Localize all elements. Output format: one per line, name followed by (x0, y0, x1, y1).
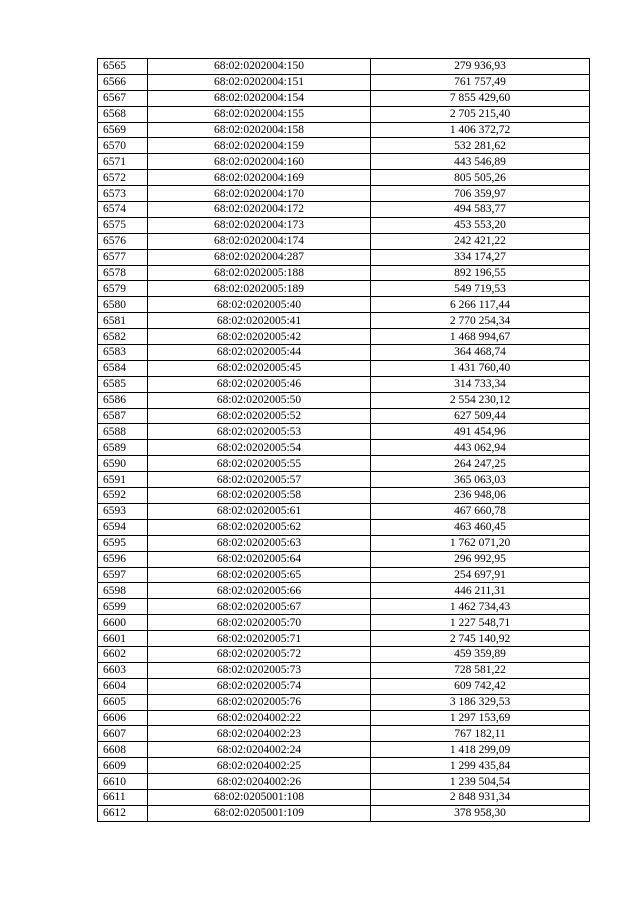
cadastral-value-cell: 532 281,62 (371, 138, 590, 154)
cadastral-number-cell: 68:02:0202005:66 (148, 583, 371, 599)
table-row (98, 551, 590, 567)
table-row (98, 154, 590, 170)
cadastral-number-cell: 68:02:0202005:188 (148, 265, 371, 281)
cadastral-number-cell: 68:02:0202005:40 (148, 297, 371, 313)
cadastral-value-cell: 7 855 429,60 (371, 90, 590, 106)
cadastral-value-cell: 706 359,97 (371, 186, 590, 202)
cadastral-value-cell: 459 359,89 (371, 646, 590, 662)
row-number-cell: 6594 (98, 519, 148, 535)
cadastral-value-cell: 6 266 117,44 (371, 297, 590, 313)
cadastral-number-cell: 68:02:0204002:22 (148, 710, 371, 726)
row-number-cell: 6580 (98, 297, 148, 313)
cadastral-value-cell: 467 660,78 (371, 503, 590, 519)
row-number-cell: 6590 (98, 456, 148, 472)
cadastral-value-cell: 296 992,95 (371, 551, 590, 567)
cadastral-number-cell: 68:02:0202005:189 (148, 281, 371, 297)
cadastral-number-cell: 68:02:0202005:62 (148, 519, 371, 535)
row-number-cell: 6583 (98, 345, 148, 361)
row-number-cell: 6576 (98, 233, 148, 249)
row-number-cell: 6586 (98, 392, 148, 408)
cadastral-value-cell: 1 299 435,84 (371, 758, 590, 774)
cadastral-number-cell: 68:02:0204002:24 (148, 742, 371, 758)
row-number-cell: 6589 (98, 440, 148, 456)
cadastral-number-cell: 68:02:0202004:287 (148, 249, 371, 265)
row-number-cell: 6603 (98, 662, 148, 678)
cadastral-number-cell: 68:02:0202005:55 (148, 456, 371, 472)
cadastral-number-cell: 68:02:0202004:160 (148, 154, 371, 170)
cadastral-value-cell: 1 297 153,69 (371, 710, 590, 726)
row-number-cell: 6609 (98, 758, 148, 774)
table-row (98, 408, 590, 424)
cadastral-value-cell: 892 196,55 (371, 265, 590, 281)
table-row (98, 186, 590, 202)
cadastral-number-cell: 68:02:0202005:53 (148, 424, 371, 440)
table-row (98, 758, 590, 774)
cadastral-number-cell: 68:02:0202004:158 (148, 122, 371, 138)
cadastral-number-cell: 68:02:0202005:58 (148, 488, 371, 504)
row-number-cell: 6600 (98, 615, 148, 631)
cadastral-number-cell: 68:02:0202004:150 (148, 59, 371, 75)
table-row (98, 345, 590, 361)
cadastral-value-cell: 1 468 994,67 (371, 329, 590, 345)
cadastral-number-cell: 68:02:0202005:63 (148, 535, 371, 551)
cadastral-value-cell: 2 770 254,34 (371, 313, 590, 329)
cadastral-value-cell: 767 182,11 (371, 726, 590, 742)
table-row (98, 281, 590, 297)
cadastral-value-cell: 1 462 734,43 (371, 599, 590, 615)
row-number-cell: 6585 (98, 376, 148, 392)
cadastral-value-cell: 236 948,06 (371, 488, 590, 504)
cadastral-number-cell: 68:02:0202005:57 (148, 472, 371, 488)
row-number-cell: 6573 (98, 186, 148, 202)
cadastral-value-cell: 264 247,25 (371, 456, 590, 472)
cadastral-number-cell: 68:02:0205001:108 (148, 789, 371, 805)
cadastral-number-cell: 68:02:0202004:173 (148, 217, 371, 233)
cadastral-number-cell: 68:02:0202004:169 (148, 170, 371, 186)
cadastral-number-cell: 68:02:0202005:74 (148, 678, 371, 694)
table-row (98, 503, 590, 519)
cadastral-value-cell: 1 239 504,54 (371, 774, 590, 790)
row-number-cell: 6578 (98, 265, 148, 281)
row-number-cell: 6571 (98, 154, 148, 170)
cadastral-number-cell: 68:02:0202005:54 (148, 440, 371, 456)
table-row (98, 488, 590, 504)
row-number-cell: 6599 (98, 599, 148, 615)
row-number-cell: 6567 (98, 90, 148, 106)
cadastral-value-cell: 491 454,96 (371, 424, 590, 440)
table-row (98, 678, 590, 694)
cadastral-number-cell: 68:02:0202005:52 (148, 408, 371, 424)
table-row (98, 599, 590, 615)
cadastral-value-cell: 254 697,91 (371, 567, 590, 583)
table-row (98, 535, 590, 551)
cadastral-value-cell: 1 762 071,20 (371, 535, 590, 551)
cadastral-value-cell: 805 505,26 (371, 170, 590, 186)
table-row (98, 313, 590, 329)
table-row (98, 59, 590, 75)
row-number-cell: 6608 (98, 742, 148, 758)
cadastral-number-cell: 68:02:0202004:172 (148, 202, 371, 218)
table-row (98, 789, 590, 805)
row-number-cell: 6579 (98, 281, 148, 297)
cadastral-value-cell: 364 468,74 (371, 345, 590, 361)
row-number-cell: 6595 (98, 535, 148, 551)
cadastral-value-cell: 443 546,89 (371, 154, 590, 170)
table-row (98, 646, 590, 662)
cadastral-number-cell: 68:02:0205001:109 (148, 805, 371, 821)
row-number-cell: 6593 (98, 503, 148, 519)
cadastral-number-cell: 68:02:0202004:170 (148, 186, 371, 202)
row-number-cell: 6610 (98, 774, 148, 790)
cadastral-value-cell: 2 705 215,40 (371, 106, 590, 122)
cadastral-number-cell: 68:02:0202004:151 (148, 74, 371, 90)
row-number-cell: 6568 (98, 106, 148, 122)
cadastral-number-cell: 68:02:0202005:50 (148, 392, 371, 408)
cadastral-number-cell: 68:02:0202005:61 (148, 503, 371, 519)
row-number-cell: 6582 (98, 329, 148, 345)
table-row (98, 106, 590, 122)
table-row (98, 615, 590, 631)
table-row (98, 662, 590, 678)
cadastral-value-cell: 627 509,44 (371, 408, 590, 424)
table-row (98, 233, 590, 249)
table-row (98, 440, 590, 456)
row-number-cell: 6575 (98, 217, 148, 233)
cadastral-value-cell: 453 553,20 (371, 217, 590, 233)
cadastral-value-cell: 242 421,22 (371, 233, 590, 249)
table-row (98, 329, 590, 345)
row-number-cell: 6597 (98, 567, 148, 583)
cadastral-number-cell: 68:02:0202005:76 (148, 694, 371, 710)
row-number-cell: 6570 (98, 138, 148, 154)
row-number-cell: 6607 (98, 726, 148, 742)
table-row (98, 265, 590, 281)
cadastral-number-cell: 68:02:0202005:72 (148, 646, 371, 662)
row-number-cell: 6577 (98, 249, 148, 265)
cadastral-value-cell: 365 063,03 (371, 472, 590, 488)
table-row (98, 297, 590, 313)
table-row (98, 472, 590, 488)
cadastral-number-cell: 68:02:0202005:65 (148, 567, 371, 583)
cadastral-value-cell: 494 583,77 (371, 202, 590, 218)
row-number-cell: 6598 (98, 583, 148, 599)
row-number-cell: 6587 (98, 408, 148, 424)
table-row (98, 74, 590, 90)
cadastral-number-cell: 68:02:0202004:155 (148, 106, 371, 122)
cadastral-value-cell: 1 406 372,72 (371, 122, 590, 138)
table-row (98, 249, 590, 265)
row-number-cell: 6611 (98, 789, 148, 805)
row-number-cell: 6606 (98, 710, 148, 726)
table-row (98, 805, 590, 821)
table-row (98, 519, 590, 535)
row-number-cell: 6604 (98, 678, 148, 694)
cadastral-value-cell: 609 742,42 (371, 678, 590, 694)
cadastral-number-cell: 68:02:0202005:67 (148, 599, 371, 615)
cadastral-value-table (97, 58, 590, 822)
cadastral-value-cell: 2 745 140,92 (371, 631, 590, 647)
row-number-cell: 6601 (98, 631, 148, 647)
table-row (98, 742, 590, 758)
row-number-cell: 6591 (98, 472, 148, 488)
cadastral-number-cell: 68:02:0204002:26 (148, 774, 371, 790)
table-row (98, 122, 590, 138)
cadastral-number-cell: 68:02:0202004:174 (148, 233, 371, 249)
cadastral-number-cell: 68:02:0202004:159 (148, 138, 371, 154)
row-number-cell: 6566 (98, 74, 148, 90)
row-number-cell: 6574 (98, 202, 148, 218)
cadastral-value-cell: 463 460,45 (371, 519, 590, 535)
row-number-cell: 6581 (98, 313, 148, 329)
table-row (98, 631, 590, 647)
table-row (98, 726, 590, 742)
cadastral-number-cell: 68:02:0202005:44 (148, 345, 371, 361)
row-number-cell: 6584 (98, 360, 148, 376)
cadastral-number-cell: 68:02:0202005:45 (148, 360, 371, 376)
cadastral-value-cell: 443 062,94 (371, 440, 590, 456)
cadastral-number-cell: 68:02:0202005:73 (148, 662, 371, 678)
row-number-cell: 6605 (98, 694, 148, 710)
table-row (98, 170, 590, 186)
cadastral-value-cell: 378 958,30 (371, 805, 590, 821)
cadastral-value-cell: 279 936,93 (371, 59, 590, 75)
table-row (98, 392, 590, 408)
cadastral-value-cell: 1 227 548,71 (371, 615, 590, 631)
cadastral-value-cell: 728 581,22 (371, 662, 590, 678)
row-number-cell: 6592 (98, 488, 148, 504)
row-number-cell: 6569 (98, 122, 148, 138)
cadastral-number-cell: 68:02:0204002:23 (148, 726, 371, 742)
table-row (98, 694, 590, 710)
row-number-cell: 6565 (98, 59, 148, 75)
cadastral-value-cell: 314 733,34 (371, 376, 590, 392)
table-row (98, 217, 590, 233)
cadastral-value-cell: 334 174,27 (371, 249, 590, 265)
cadastral-value-cell: 549 719,53 (371, 281, 590, 297)
cadastral-value-cell: 2 848 931,34 (371, 789, 590, 805)
row-number-cell: 6602 (98, 646, 148, 662)
table-row (98, 360, 590, 376)
table-row (98, 456, 590, 472)
cadastral-number-cell: 68:02:0202005:41 (148, 313, 371, 329)
table-row (98, 774, 590, 790)
cadastral-value-cell: 3 186 329,53 (371, 694, 590, 710)
cadastral-value-cell: 761 757,49 (371, 74, 590, 90)
cadastral-value-cell: 1 431 760,40 (371, 360, 590, 376)
row-number-cell: 6612 (98, 805, 148, 821)
cadastral-number-cell: 68:02:0202005:71 (148, 631, 371, 647)
cadastral-number-cell: 68:02:0202005:42 (148, 329, 371, 345)
table-body (98, 59, 590, 822)
table-row (98, 710, 590, 726)
cadastral-number-cell: 68:02:0204002:25 (148, 758, 371, 774)
cadastral-value-cell: 2 554 230,12 (371, 392, 590, 408)
row-number-cell: 6596 (98, 551, 148, 567)
row-number-cell: 6588 (98, 424, 148, 440)
table-row (98, 583, 590, 599)
table-row (98, 90, 590, 106)
cadastral-number-cell: 68:02:0202005:46 (148, 376, 371, 392)
table-row (98, 424, 590, 440)
cadastral-number-cell: 68:02:0202005:70 (148, 615, 371, 631)
cadastral-value-cell: 1 418 299,09 (371, 742, 590, 758)
row-number-cell: 6572 (98, 170, 148, 186)
cadastral-value-cell: 446 211,31 (371, 583, 590, 599)
table-row (98, 376, 590, 392)
table-row (98, 567, 590, 583)
cadastral-number-cell: 68:02:0202004:154 (148, 90, 371, 106)
table-row (98, 202, 590, 218)
cadastral-number-cell: 68:02:0202005:64 (148, 551, 371, 567)
table-row (98, 138, 590, 154)
